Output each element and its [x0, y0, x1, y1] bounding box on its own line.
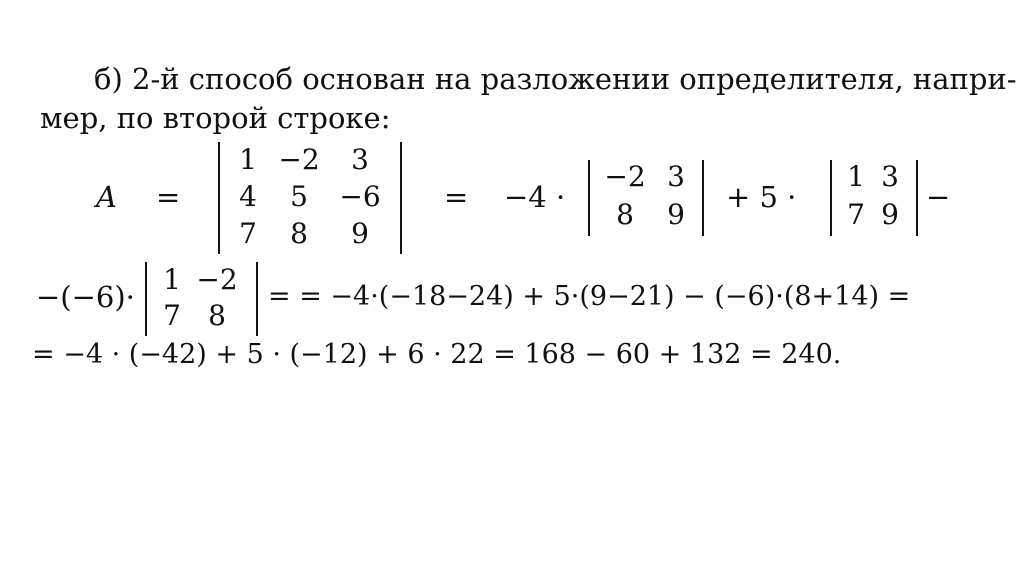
- minor-cell: −2: [196, 263, 238, 296]
- minor-cell: 3: [881, 160, 899, 193]
- minor-cell: 3: [667, 160, 685, 193]
- intro-line-2: мер, по второй строке:: [40, 101, 391, 135]
- minor-cell: 1: [163, 263, 181, 296]
- minor-right-bar: [916, 160, 918, 236]
- matrix-name-a: A: [96, 180, 117, 214]
- minor-cell: −2: [604, 160, 646, 193]
- determinant-cell: 8: [290, 217, 308, 250]
- equals-sign: =: [444, 180, 469, 214]
- minus-sign: −: [926, 180, 951, 214]
- expansion-expression: = = −4·(−18−24) + 5·(9−21) − (−6)·(8+14) =: [268, 281, 911, 312]
- determinant-cell: 4: [239, 180, 257, 213]
- determinant-cell: 1: [239, 143, 257, 176]
- minor-cell: 7: [847, 198, 865, 231]
- determinant-cell: −6: [339, 180, 381, 213]
- determinant-cell: 3: [351, 143, 369, 176]
- coefficient-term: −(−6)·: [36, 280, 135, 314]
- minor-right-bar: [702, 160, 704, 236]
- determinant-right-bar: [400, 142, 402, 254]
- minor-cell: 1: [847, 160, 865, 193]
- coefficient-term: + 5 ·: [726, 180, 797, 214]
- determinant-cell: 7: [239, 217, 257, 250]
- equals-sign: =: [156, 180, 181, 214]
- minor-cell: 8: [616, 198, 634, 231]
- minor-cell: 9: [667, 198, 685, 231]
- determinant-left-bar: [218, 142, 220, 254]
- minor-left-bar: [830, 160, 832, 236]
- result-expression: = −4 · (−42) + 5 · (−12) + 6 · 22 = 168 − 60 + 132 = 240.: [32, 339, 842, 370]
- minor-cell: 7: [163, 299, 181, 332]
- minor-left-bar: [145, 262, 147, 336]
- determinant-cell: −2: [278, 143, 320, 176]
- minor-left-bar: [588, 160, 590, 236]
- minor-cell: 8: [208, 299, 226, 332]
- minor-cell: 9: [881, 198, 899, 231]
- determinant-cell: 5: [290, 180, 308, 213]
- coefficient-term: −4 ·: [504, 180, 566, 214]
- minor-right-bar: [256, 262, 258, 336]
- intro-line-1: б) 2-й способ основан на разложении определителя, напри-: [94, 62, 1017, 96]
- determinant-cell: 9: [351, 217, 369, 250]
